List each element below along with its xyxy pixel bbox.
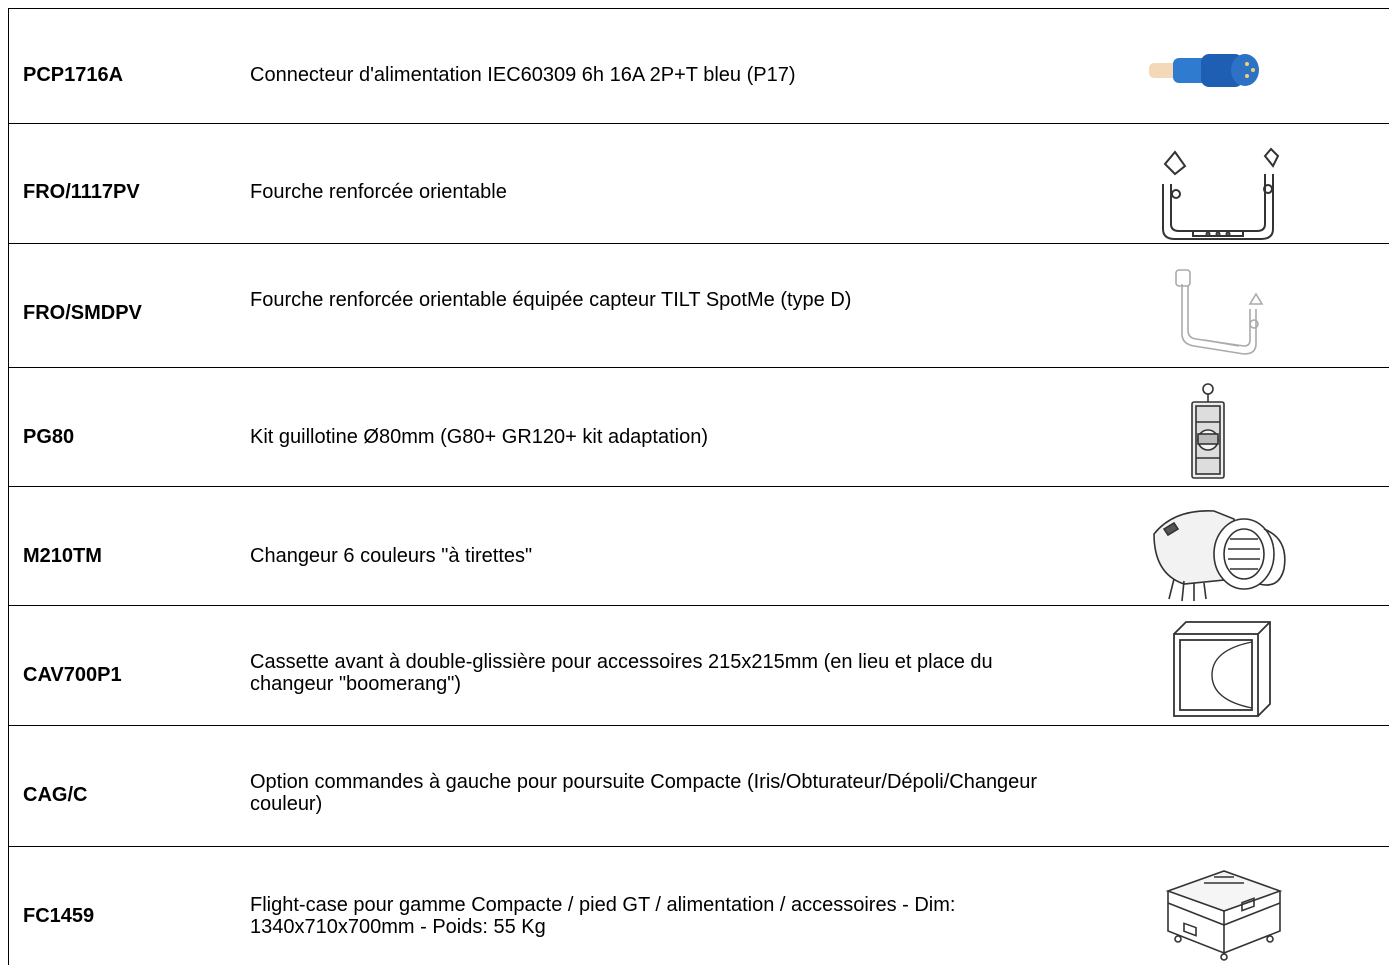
product-description: Flight-case pour gamme Compacte / pied GT / alimentation / accessoires - Dim: 1340x710x700mm - Poids: 55 Kg [250, 894, 956, 938]
product-code: FRO/1117PV [23, 181, 140, 203]
accessories-table [8, 8, 1389, 965]
product-description: Changeur 6 couleurs "à tirettes" [250, 545, 533, 567]
product-code: FC1459 [23, 905, 95, 927]
product-code: PCP1716A [23, 64, 124, 86]
table-row [9, 487, 1389, 606]
product-code: PG80 [23, 426, 75, 448]
product-description: Fourche renforcée orientable [250, 181, 507, 203]
yoke-fork-sensor-icon [1164, 264, 1274, 364]
table-row [9, 244, 1389, 368]
product-code: CAV700P1 [23, 664, 122, 686]
product-description: Option commandes à gauche pour poursuite Compacte (Iris/Obturateur/Dépoli/Changeur couleur) [250, 771, 1038, 815]
blue-plug-icon [1149, 51, 1284, 91]
yoke-fork-icon [1153, 144, 1283, 244]
product-description: Kit guillotine Ø80mm (G80+ GR120+ kit adaptation) [250, 426, 709, 448]
guillotine-kit-icon [1186, 382, 1231, 482]
product-description: Connecteur d'alimentation IEC60309 6h 16A 2P+T bleu (P17) [250, 64, 796, 86]
color-changer-icon [1144, 499, 1294, 604]
product-code: CAG/C [23, 784, 88, 806]
table-row [9, 847, 1389, 967]
table-row [9, 124, 1389, 244]
front-cassette-icon [1172, 620, 1272, 718]
table-row [9, 726, 1389, 847]
table-row [9, 9, 1389, 124]
product-code: FRO/SMDPV [23, 302, 142, 324]
product-description: Fourche renforcée orientable équipée capteur TILT SpotMe (type D) [250, 289, 852, 311]
product-code: M210TM [23, 545, 102, 567]
product-description: Cassette avant à double-glissière pour accessoires 215x215mm (en lieu et place du changeur "boomerang") [250, 651, 993, 695]
flight-case-icon [1164, 861, 1284, 961]
table-row [9, 368, 1389, 487]
table-row [9, 606, 1389, 726]
